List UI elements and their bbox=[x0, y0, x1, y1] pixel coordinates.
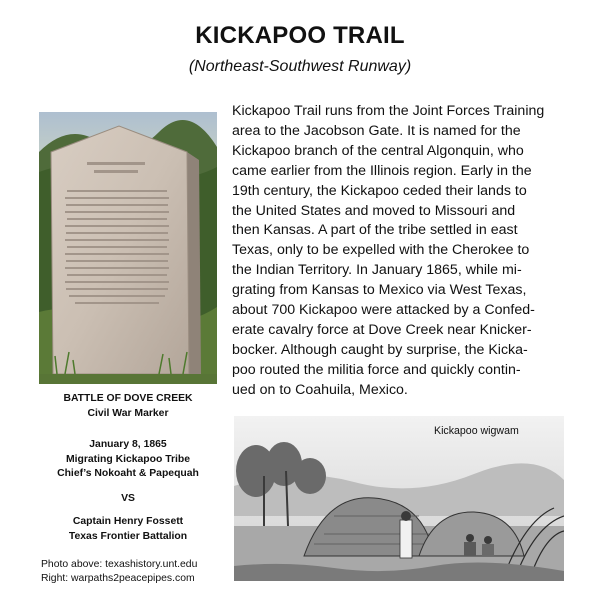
caption-date: January 8, 1865 bbox=[89, 439, 167, 450]
caption-chiefs: Chief’s Nokoaht & Papequah bbox=[57, 468, 199, 479]
marker-caption-details bbox=[28, 438, 228, 482]
wigwam-illustration bbox=[234, 416, 564, 581]
marker-caption-opponent bbox=[28, 515, 228, 544]
caption-tribe: Migrating Kickapoo Tribe bbox=[65, 453, 191, 465]
trail-description: Kickapoo Trail runs from the Joint Forces Training area to the Jacobson Gate. It is named for the Kickapoo branch of the central Algonquin, who came earlier from the Illinois region. Early in the 19th century, the Kickapoo ceded their lands to the United States and moved to Missouri and then Kansas. A part of the tribe settled in east Texas, only to be expelled with the Cherokee to the Indian Territory. In January 1865, while mi- grating from Kansas to Mexico via West Texas, about 700 Kickapoo were attacked by a Confed- erate cavalry force at Dove Creek near Knicker- bocker. Although caught by surprise, the Kicka- poo routed the militia force and quickly contin- ued on to Coahuila, Mexico. bbox=[232, 103, 545, 398]
photo-credits bbox=[41, 558, 241, 586]
credit-above: Photo above: texashistory.unt.edu bbox=[41, 559, 198, 570]
page-subtitle: (Northeast-Southwest Runway) bbox=[188, 58, 412, 75]
caption-marker-type: Civil War Marker bbox=[87, 407, 169, 419]
wigwam-label: Kickapoo wigwam bbox=[434, 425, 519, 437]
caption-vs: VS bbox=[121, 493, 135, 504]
page-title: KICKAPOO TRAIL bbox=[195, 22, 405, 49]
wigwam-engraving bbox=[234, 416, 564, 581]
marker-photo bbox=[39, 112, 217, 384]
credit-right: Right: warpaths2peacepipes.com bbox=[41, 573, 195, 585]
caption-battalion: Texas Frontier Battalion bbox=[68, 530, 188, 542]
marker-photo-illustration bbox=[39, 112, 217, 384]
marker-caption-heading bbox=[28, 392, 228, 421]
caption-battle-name: BATTLE OF DOVE CREEK bbox=[63, 393, 193, 404]
caption-captain: Captain Henry Fossett bbox=[72, 516, 184, 527]
